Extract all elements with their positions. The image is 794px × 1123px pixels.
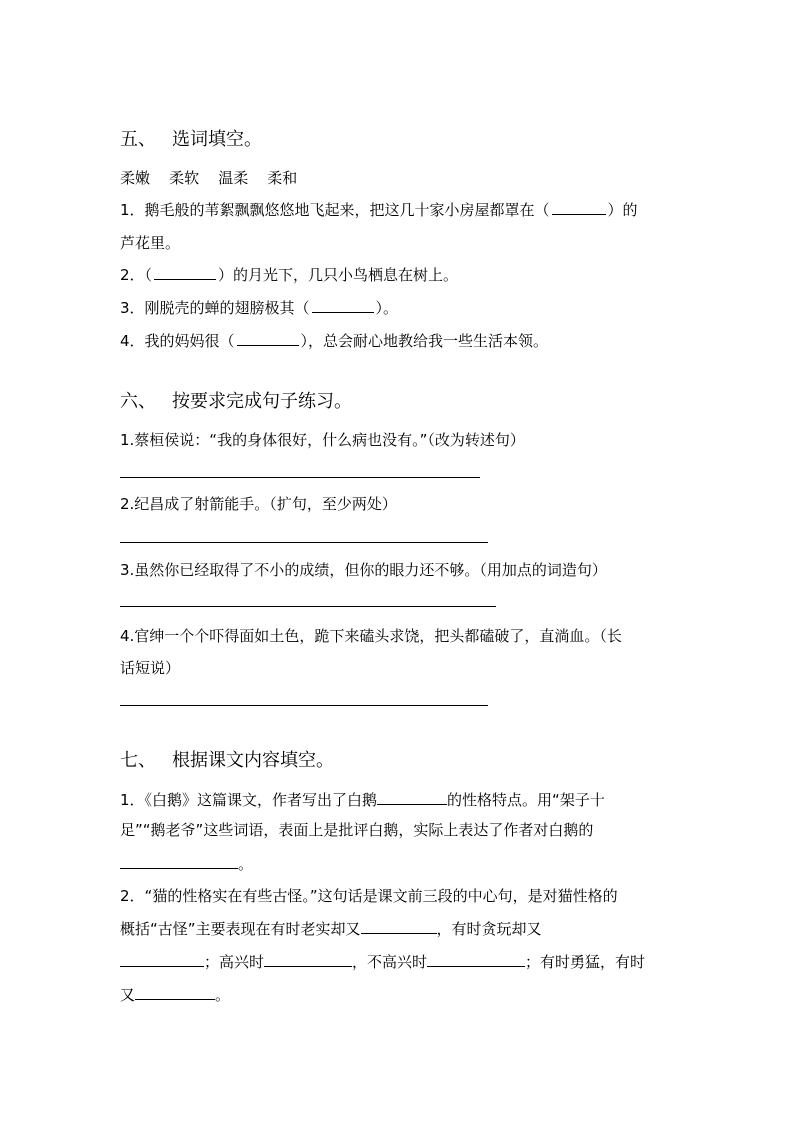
section-5-number: 五、 [120, 129, 156, 150]
s5-q3-text: 3．刚脱壳的蝉的翅膀极其（ [120, 299, 310, 317]
section-7-heading [120, 749, 334, 773]
s7-q1-text: 1．《白鹅》这篇课文，作者写出了白鹅 [120, 791, 378, 809]
s7-q1-blank-1[interactable] [377, 789, 447, 805]
word-bank-item: 柔和 [267, 169, 298, 187]
word-bank [120, 168, 297, 188]
s7-q2-text-happy: ；高兴时 [204, 953, 265, 971]
s5-q4-text-after: ），总会耐心地教给我一些生活本领。 [300, 332, 549, 350]
s5-q1-cont-text: 芦花里。 [120, 234, 181, 252]
s5-question-1-cont [120, 233, 180, 253]
s7-question-1-cont: 足”“鹅老爷”这些词语，表面上是批评白鹅，实际上表达了作者对白鹅的 [120, 821, 594, 839]
s5-q2-text-after: ）的月光下，几只小鸟栖息在树上。 [218, 266, 459, 284]
s7-q2-blank-4[interactable] [427, 951, 525, 967]
s7-q1-end-punct: 。 [238, 855, 254, 873]
s6-question-1: 1.蔡桓侯说：“我的身体很好，什么病也没有。”（改为转述句） [120, 431, 525, 449]
section-5-title: 选词填空。 [172, 129, 262, 150]
s5-question-4 [120, 331, 548, 351]
s6-q1-answer-line[interactable] [120, 477, 480, 478]
section-6-heading [120, 390, 352, 414]
s5-question-1 [120, 200, 638, 220]
s5-q3-blank[interactable] [312, 298, 374, 313]
s7-q2-blank-3[interactable] [264, 951, 352, 967]
s6-q4-answer-line[interactable] [120, 705, 488, 706]
s7-question-1-end [120, 853, 253, 874]
s7-q2-blank-1[interactable] [361, 918, 437, 934]
s5-question-2 [120, 265, 458, 285]
s7-q2-blank-5[interactable] [135, 984, 215, 1000]
section-5-heading [120, 128, 262, 152]
s5-q2-text: 2．（ [120, 266, 153, 284]
s7-q2-text-you: 又 [120, 986, 136, 1004]
s5-q4-blank[interactable] [237, 331, 299, 346]
s6-question-2: 2.纪昌成了射箭能手。（扩句，至少两处） [120, 495, 397, 513]
section-7-number: 七、 [120, 750, 156, 771]
s5-question-3 [120, 298, 398, 318]
s5-q1-blank[interactable] [552, 200, 606, 215]
word-bank-item: 柔软 [169, 169, 200, 187]
s5-q4-text: 4．我的妈妈很（ [120, 332, 235, 350]
s6-q3-answer-line[interactable] [120, 606, 496, 607]
section-6-number: 六、 [120, 391, 156, 412]
s6-question-3: 3.虽然你已经取得了不小的成绩，但你的眼力还不够。（用加点的词造句） [120, 561, 607, 579]
s7-q2-end-punct: 。 [215, 986, 231, 1004]
s5-q1-text: 1．鹅毛般的苇絮飘飘悠悠地飞起来，把这几十家小房屋都罩在（ [120, 201, 550, 219]
word-bank-item: 柔嫩 [120, 169, 151, 187]
s7-question-2-line-2 [120, 918, 542, 939]
s7-q2-text-unhappy: ，不高兴时 [352, 953, 428, 971]
s7-q2-text: 概括“古怪”主要表现在有时老实却又 [120, 920, 361, 938]
section-6-title: 按要求完成句子练习。 [172, 391, 352, 412]
s5-q2-blank[interactable] [154, 265, 216, 280]
s6-q2-answer-line[interactable] [120, 542, 488, 543]
s7-question-2: 2．“猫的性格实在有些古怪。”这句话是课文前三段的中心句，是对猫性格的 [120, 887, 618, 905]
s7-question-2-line-4 [120, 984, 230, 1005]
s5-q3-text-after: ）。 [375, 299, 399, 317]
s7-q1-text-after: 的性格特点。用“架子十 [447, 791, 605, 809]
s7-question-1 [120, 789, 605, 810]
s7-q2-blank-2[interactable] [120, 951, 204, 967]
s6-question-4-cont: 话短说） [120, 659, 181, 677]
s7-question-2-line-3 [120, 951, 645, 972]
word-bank-item: 温柔 [218, 169, 249, 187]
s7-q2-text-brave: ；有时勇猛，有时 [525, 953, 646, 971]
s7-q1-blank-2[interactable] [120, 853, 238, 869]
s7-q2-text-mid: ，有时贪玩却又 [436, 920, 542, 938]
section-7-title: 根据课文内容填空。 [172, 750, 334, 771]
s6-question-4: 4.官绅一个个吓得面如土色，跪下来磕头求饶，把头都磕破了，直淌血。（长 [120, 627, 622, 645]
s5-q1-text-after: ）的 [607, 201, 638, 219]
